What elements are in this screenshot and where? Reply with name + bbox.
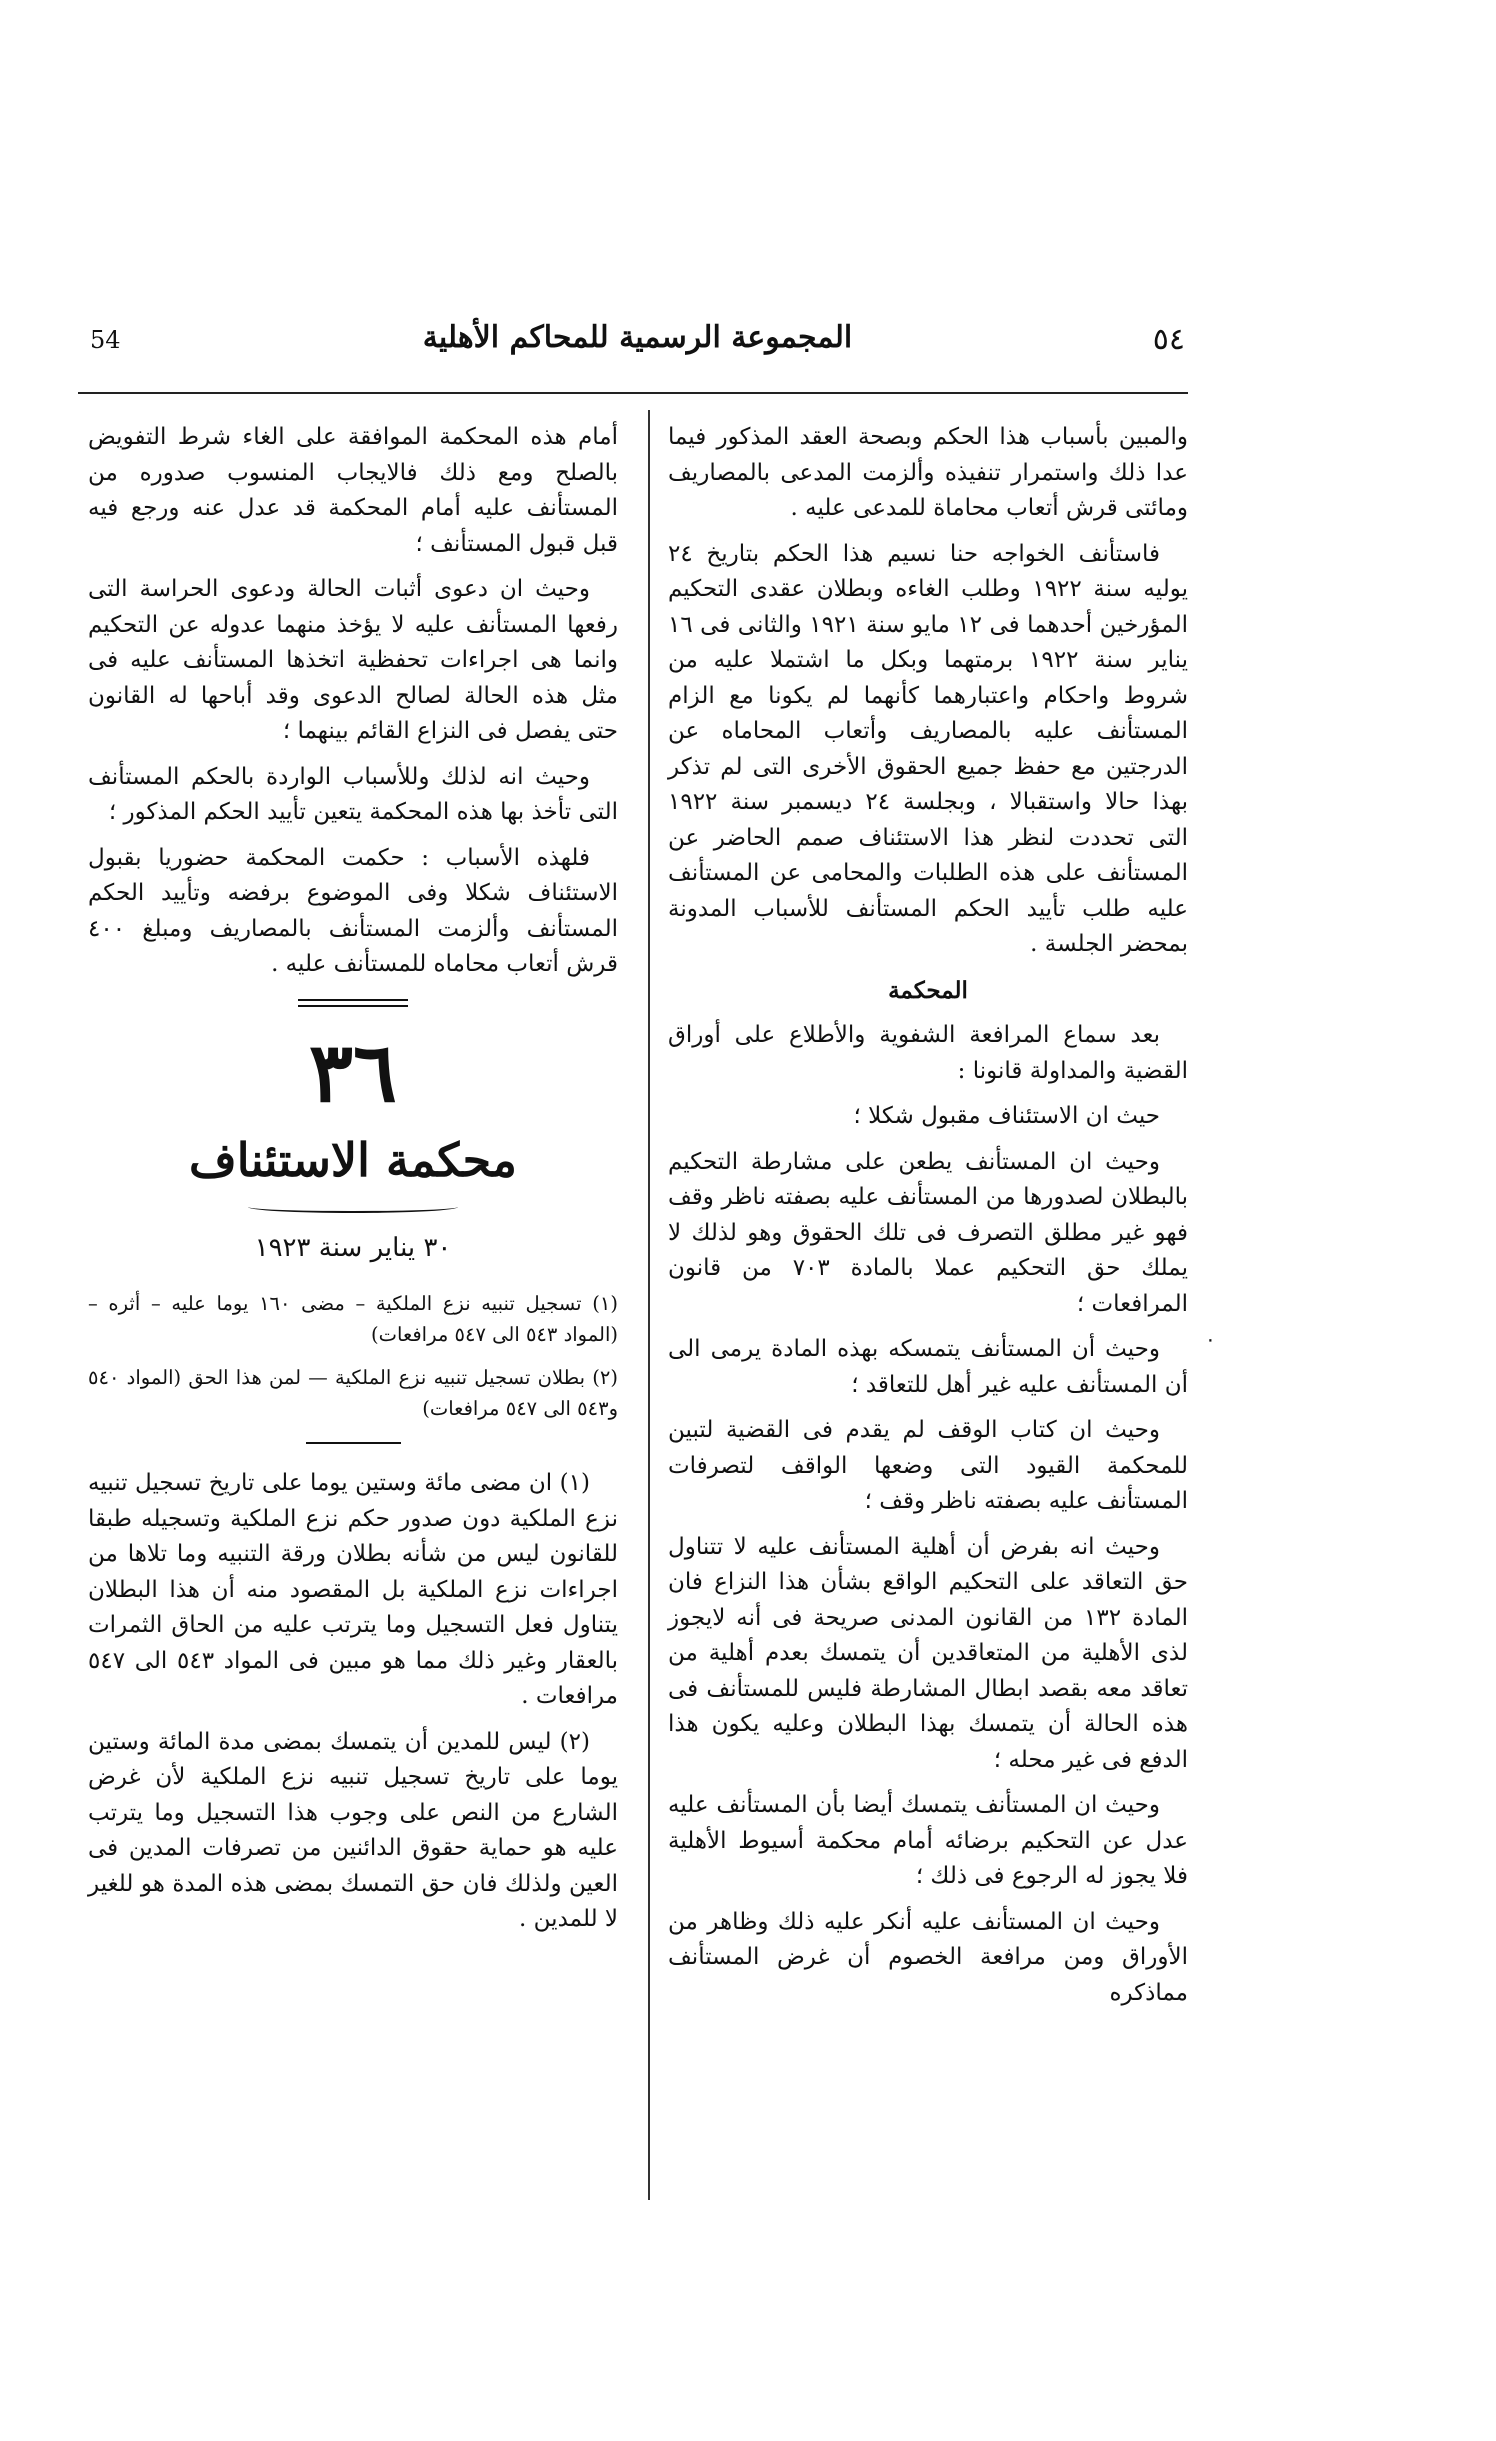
headnote: (١) تسجيل تنبيه نزع الملكية – مضى ١٦٠ يوما عليه – أثره – (المواد ٥٤٣ الى ٥٤٧ مرافعات): [88, 1292, 618, 1346]
header-rule: [78, 392, 1188, 394]
right-column: [668, 420, 1188, 2021]
case-date: ٣٠ يناير سنة ١٩٢٣: [254, 1232, 452, 1263]
section-title: المحكمة: [888, 976, 968, 1004]
short-rule: [306, 1442, 401, 1444]
paragraph: أمام هذه المحكمة الموافقة على الغاء شرط التفويض بالصلح ومع ذلك فالايجاب المنسوب صدوره من المستأنف عليه أمام المحكمة قد عدل عنه ورجع فيه قبل قبول المستأنف ؛: [88, 424, 618, 557]
page-number-latin: 54: [90, 326, 121, 354]
running-title: المجموعة الرسمية للمحاكم الأهلية: [422, 320, 853, 355]
headnote: (٢) بطلان تسجيل تنبيه نزع الملكية — لمن هذا الحق (المواد ٥٤٠ و٥٤٣ الى ٥٤٧ مرافعات): [88, 1366, 618, 1420]
page-number-arabic: ٥٤: [1152, 322, 1185, 357]
paragraph: وحيث ان دعوى أثبات الحالة ودعوى الحراسة التى رفعها المستأنف عليه لا يؤخذ منهما عدوله عن التحكيم وانما هى اجراءات تحفظية اتخذها المستأنف عليه فى مثل هذه الحالة لصالح الدعوى وقد أباحها له القانون حتى يفصل فى النزاع القائم بينهما ؛: [88, 576, 618, 744]
paragraph: وحيث ان المستأنف يتمسك أيضا بأن المستأنف عليه عدل عن التحكيم برضائه أمام محكمة أسيوط الأهلية فلا يجوز له الرجوع فى ذلك ؛: [668, 1792, 1188, 1889]
paragraph: بعد سماع المرافعة الشفوية والأطلاع على أوراق القضية والمداولة قانونا :: [668, 1022, 1188, 1084]
paragraph: والمبين بأسباب هذا الحكم وبصحة العقد المذكور فيما عدا ذلك واستمرار تنفيذه وألزمت المدعى بالمصاريف ومائتى قرش أتعاب محاماة للمدعى عليه .: [668, 424, 1188, 521]
paragraph: وحيث انه لذلك وللأسباب الواردة بالحكم المستأنف التى تأخذ بها هذه المحكمة يتعين تأييد الحكم المذكور ؛: [88, 763, 618, 825]
paragraph: (١) ان مضى مائة وستين يوما على تاريخ تسجيل تنبيه نزع الملكية دون صدور حكم نزع الملكية وتسجيله طبقا للقانون ليس من شأنه بطلان ورقة التنبيه وما تلاها من اجراءات نزع الملكية بل المقصود منه أن هذا البطلان يتناول فعل التسجيل وما يترتب عليه من الحاق الثمرات بالعقار وغير ذلك مما هو مبين فى المواد ٥٤٣ الى ٥٤٧ مرافعات .: [88, 1470, 618, 1709]
left-column: [88, 420, 618, 1948]
section-ornament: [298, 999, 408, 1007]
column-divider: [648, 410, 650, 2200]
paragraph: وحيث ان كتاب الوقف لم يقدم فى القضية لتبين للمحكمة القيود التى وضعها الواقف لتصرفات المستأنف عليه بصفته ناظر وقف ؛: [668, 1417, 1188, 1514]
paragraph: حيث ان الاستئناف مقبول شكلا ؛: [853, 1103, 1160, 1129]
paragraph: (٢) ليس للمدين أن يتمسك بمضى مدة المائة وستين يوما على تاريخ تسجيل تنبيه نزع الملكية لأن غرض الشارع من النص على وجوب هذا التسجيل وما يترتب عليه هو حماية حقوق الدائنين من تصرفات المدين فى العين ولذلك فان حق التمسك بمضى هذه المدة هو للغير لا للمدين .: [88, 1728, 618, 1932]
paragraph: وحيث انه بفرض أن أهلية المستأنف عليه لا تتناول حق التعاقد على التحكيم الواقع بشأن هذا النزاع فان المادة ١٣٢ من القانون المدنى صريحة فى أنه لايجوز لذى الأهلية من المتعاقدين أن يتمسك بعدم أهلية من تعاقد معه بقصد ابطال المشارطة فليس للمستأنف فى هذه الحالة أن يتمسك بهذا البطلان وعليه يكون هذا الدفع فى غير محله ؛: [668, 1533, 1188, 1773]
paragraph: فاستأنف الخواجه حنا نسيم هذا الحكم بتاريخ ٢٤ يوليه سنة ١٩٢٢ وطلب الغاءه وبطلان عقدى التحكيم المؤرخين أحدهما فى ١٢ مايو سنة ١٩٢١ والثانى فى ١٦ يناير سنة ١٩٢٢ برمتهما وبكل ما اشتملا عليه من شروط واحكام واعتبارهما كأنهما لم يكونا مع الزام المستأنف عليه بالمصاريف وأتعاب المحاماه عن الدرجتين مع حفظ جميع الحقوق الأخرى التى لم تذكر بهذا حالا واستقبالا ، وبجلسة ٢٤ ديسمبر سنة ١٩٢٢ التى تحددت لنظر هذا الاستئناف صمم الحاضر عن المستأنف على هذه الطلبات والمحامى عن المستأنف عليه طلب تأييد الحكم المستأنف للأسباب المدونة بمحضر الجلسة .: [668, 540, 1189, 957]
page-header: [90, 320, 1185, 380]
paragraph: وحيث أن المستأنف يتمسكه بهذه المادة يرمى الى أن المستأنف عليه غير أهل للتعاقد ؛: [668, 1336, 1188, 1398]
paragraph: فلهذه الأسباب : حكمت المحكمة حضوريا بقبول الاستئناف شكلا وفى الموضوع برفضه وتأييد الحكم المستأنف وألزمت المستأنف بالمصاريف ومبلغ ٤٠٠ قرش أتعاب محاماه للمستأنف عليه .: [88, 844, 618, 977]
margin-mark: ٠: [1205, 1327, 1216, 1351]
paragraph: وحيث ان المستأنف عليه أنكر عليه ذلك وظاهر من الأوراق ومن مرافعة الخصوم أن غرض المستأنف مماذكره: [668, 1908, 1188, 2006]
paragraph: وحيث ان المستأنف يطعن على مشارطة التحكيم بالبطلان لصدورها من المستأنف عليه بصفته ناظر وقف فهو غير مطلق التصرف فى تلك الحقوق وهو لذلك لا يملك حق التحكيم عملا بالمادة ٧٠٣ من قانون المرافعات ؛: [668, 1148, 1188, 1317]
court-name: محكمة الاستئناف: [189, 1132, 517, 1187]
court-underline: [248, 1201, 458, 1213]
case-number: ٣٦: [308, 1024, 398, 1121]
